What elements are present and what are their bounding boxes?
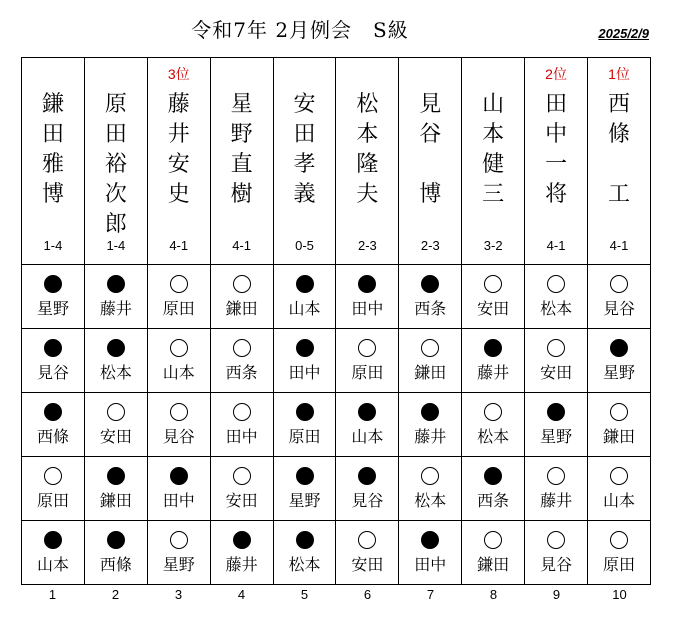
loss-circle-icon (296, 467, 314, 485)
player-name-char: 野 (230, 122, 253, 147)
column-number: 3 (174, 587, 183, 602)
page-title: 令和7年 2月例会 S級 (191, 18, 409, 42)
loss-circle-icon (484, 467, 502, 485)
opponent-name: 田中 (225, 427, 258, 446)
win-circle-icon (170, 275, 188, 293)
player-name-char: 鎌 (41, 92, 64, 117)
loss-circle-icon (358, 403, 376, 421)
win-circle-icon (610, 467, 628, 485)
round-row (22, 265, 651, 329)
game-cell (84, 393, 147, 457)
player-column-header (462, 58, 525, 265)
player-name-char: 藤 (167, 92, 190, 117)
opponent-name: 藤井 (99, 299, 132, 318)
player-name (399, 90, 461, 210)
player-name (274, 90, 336, 210)
game-cell (210, 265, 273, 329)
opponent-name: 原田 (36, 491, 69, 510)
opponent-name: 西条 (414, 299, 447, 318)
loss-circle-icon (421, 531, 439, 549)
player-record: 1-4 (43, 238, 63, 253)
loss-circle-icon (107, 275, 125, 293)
player-record: 2-3 (420, 238, 440, 253)
column-number: 10 (612, 587, 627, 602)
player-record: 4-1 (232, 238, 252, 253)
game-cell (588, 457, 651, 521)
player-name-char: 安 (167, 152, 190, 177)
win-circle-icon (170, 531, 188, 549)
win-circle-icon (44, 467, 62, 485)
win-circle-icon (610, 531, 628, 549)
win-circle-icon (421, 467, 439, 485)
player-rank (274, 64, 336, 82)
player-name-char: 一 (545, 152, 568, 177)
game-cell (462, 521, 525, 585)
game-cell (147, 265, 210, 329)
loss-circle-icon (107, 339, 125, 357)
game-cell (147, 457, 210, 521)
opponent-name: 原田 (351, 363, 384, 382)
opponent-name: 鎌田 (414, 363, 447, 382)
player-rank: 1位 (608, 66, 630, 82)
loss-circle-icon (44, 403, 62, 421)
game-cell (273, 521, 336, 585)
opponent-name: 安田 (477, 299, 510, 318)
game-cell (336, 457, 399, 521)
player-name-char: 井 (167, 122, 190, 147)
player-name-char: 隆 (356, 152, 379, 177)
opponent-name: 見谷 (162, 427, 195, 446)
player-name-char: 谷 (419, 122, 442, 147)
game-cell (84, 457, 147, 521)
player-name-char: 郎 (104, 212, 127, 237)
loss-circle-icon (44, 531, 62, 549)
round-row (22, 521, 651, 585)
player-name-char: 次 (104, 182, 127, 207)
game-cell (273, 329, 336, 393)
game-cell (462, 265, 525, 329)
player-name (148, 90, 210, 210)
game-cell (525, 393, 588, 457)
win-circle-icon (484, 403, 502, 421)
player-rank (211, 64, 273, 82)
player-name-char: 田 (293, 122, 316, 147)
column-number: 2 (111, 587, 120, 602)
loss-circle-icon (296, 275, 314, 293)
win-circle-icon (170, 339, 188, 357)
player-header-row (22, 58, 651, 265)
opponent-name: 山本 (288, 299, 321, 318)
loss-circle-icon (610, 339, 628, 357)
player-name-char: 三 (482, 182, 505, 207)
opponent-name: 松本 (540, 299, 573, 318)
loss-circle-icon (44, 339, 62, 357)
opponent-name: 山本 (603, 491, 636, 510)
player-rank (399, 64, 461, 82)
opponent-name: 見谷 (603, 299, 636, 318)
player-column-header (22, 58, 85, 265)
game-cell (462, 457, 525, 521)
loss-circle-icon (170, 467, 188, 485)
player-rank (336, 64, 398, 82)
player-rank: 3位 (167, 66, 190, 82)
column-number: 4 (237, 587, 246, 602)
player-name (588, 90, 650, 210)
game-cell (147, 521, 210, 585)
win-circle-icon (233, 403, 251, 421)
opponent-name: 田中 (288, 363, 321, 382)
player-name-char: 博 (41, 182, 64, 207)
player-name (462, 90, 524, 210)
player-name-char: 健 (482, 152, 505, 177)
opponent-name: 藤井 (477, 363, 510, 382)
game-cell (147, 393, 210, 457)
player-rank: 2位 (545, 66, 567, 82)
loss-circle-icon (358, 467, 376, 485)
opponent-name: 星野 (162, 555, 195, 574)
player-column-header (336, 58, 399, 265)
opponent-name: 安田 (351, 555, 384, 574)
player-name-char: 樹 (230, 182, 253, 207)
opponent-name: 見谷 (351, 491, 384, 510)
opponent-name: 安田 (540, 363, 573, 382)
player-name-char: 夫 (356, 182, 379, 207)
win-circle-icon (358, 531, 376, 549)
player-record: 0-5 (295, 238, 314, 253)
loss-circle-icon (107, 467, 125, 485)
win-circle-icon (484, 531, 502, 549)
win-circle-icon (107, 403, 125, 421)
round-row (22, 457, 651, 521)
player-column-header (147, 58, 210, 265)
opponent-name: 鎌田 (477, 555, 510, 574)
column-number: 9 (552, 587, 561, 602)
loss-circle-icon (296, 403, 314, 421)
loss-circle-icon (547, 403, 565, 421)
loss-circle-icon (421, 275, 439, 293)
player-name-char: 田 (545, 92, 568, 117)
opponent-name: 西條 (36, 427, 69, 446)
opponent-name: 藤井 (540, 491, 573, 510)
opponent-name: 安田 (99, 427, 132, 446)
game-cell (399, 329, 462, 393)
opponent-name: 星野 (540, 427, 573, 446)
opponent-name: 藤井 (225, 555, 258, 574)
player-name-char: 原 (104, 92, 127, 117)
loss-circle-icon (296, 531, 314, 549)
opponent-name: 鎌田 (225, 299, 258, 318)
opponent-name: 松本 (477, 427, 510, 446)
game-cell (336, 265, 399, 329)
game-cell (22, 329, 85, 393)
game-cell (336, 521, 399, 585)
opponent-name: 松本 (99, 363, 132, 382)
opponent-name: 西條 (99, 555, 132, 574)
opponent-name: 原田 (603, 555, 636, 574)
game-cell (399, 265, 462, 329)
game-cell (462, 393, 525, 457)
player-name (22, 90, 84, 210)
opponent-name: 藤井 (414, 427, 447, 446)
game-cell (22, 457, 85, 521)
event-date: 2025/2/9 (598, 26, 649, 41)
loss-circle-icon (44, 275, 62, 293)
loss-circle-icon (233, 531, 251, 549)
opponent-name: 鎌田 (603, 427, 636, 446)
opponent-name: 原田 (162, 299, 195, 318)
game-cell (84, 329, 147, 393)
player-name-char: 義 (293, 182, 316, 207)
game-cell (399, 521, 462, 585)
game-cell (22, 393, 85, 457)
opponent-name: 星野 (603, 363, 636, 382)
game-cell (210, 457, 273, 521)
win-circle-icon (547, 531, 565, 549)
opponent-name: 見谷 (540, 555, 573, 574)
loss-circle-icon (484, 339, 502, 357)
win-circle-icon (547, 339, 565, 357)
game-cell (399, 457, 462, 521)
game-cell (525, 265, 588, 329)
opponent-name: 安田 (225, 491, 258, 510)
win-circle-icon (233, 467, 251, 485)
player-name (85, 90, 147, 240)
game-cell (22, 521, 85, 585)
player-name-char (399, 150, 461, 180)
player-name-char: 松 (356, 92, 379, 117)
player-name-char: 中 (545, 122, 568, 147)
opponent-name: 星野 (36, 299, 69, 318)
win-circle-icon (421, 339, 439, 357)
column-number: 5 (300, 587, 309, 602)
loss-circle-icon (296, 339, 314, 357)
game-cell (84, 265, 147, 329)
player-name-char: 雅 (41, 152, 64, 177)
opponent-name: 松本 (288, 555, 321, 574)
player-column-header (525, 58, 588, 265)
loss-circle-icon (421, 403, 439, 421)
game-cell (273, 457, 336, 521)
player-name-char: 條 (608, 122, 631, 147)
game-cell (336, 393, 399, 457)
player-name (211, 90, 273, 210)
player-name-char (588, 150, 650, 180)
opponent-name: 見谷 (36, 363, 69, 382)
player-name (336, 90, 398, 210)
game-cell (273, 265, 336, 329)
player-name-char: 史 (167, 182, 190, 207)
opponent-name: 田中 (351, 299, 384, 318)
loss-circle-icon (358, 275, 376, 293)
opponent-name: 山本 (162, 363, 195, 382)
player-rank (462, 64, 524, 82)
win-circle-icon (170, 403, 188, 421)
player-record: 3-2 (483, 238, 503, 253)
game-cell (525, 521, 588, 585)
opponent-name: 星野 (288, 491, 321, 510)
win-circle-icon (484, 275, 502, 293)
opponent-name: 田中 (414, 555, 447, 574)
game-cell (588, 265, 651, 329)
player-name-char: 本 (356, 122, 379, 147)
game-cell (525, 329, 588, 393)
player-name-char: 見 (419, 92, 442, 117)
opponent-name: 西条 (477, 491, 510, 510)
opponent-name: 田中 (162, 491, 195, 510)
player-name-char: 田 (104, 122, 127, 147)
player-name-char: 裕 (104, 152, 127, 177)
player-name-char: 星 (230, 92, 253, 117)
column-number: 8 (489, 587, 498, 602)
player-column-header (273, 58, 336, 265)
game-cell (462, 329, 525, 393)
game-cell (22, 265, 85, 329)
game-cell (399, 393, 462, 457)
column-numbers (21, 587, 651, 602)
player-name-char: 直 (230, 152, 253, 177)
player-record: 2-3 (358, 238, 377, 253)
win-circle-icon (547, 467, 565, 485)
game-cell (525, 457, 588, 521)
column-number: 7 (426, 587, 435, 602)
column-number: 1 (48, 587, 57, 602)
player-name-char: 山 (482, 92, 505, 117)
column-number: 6 (363, 587, 372, 602)
player-column-header (210, 58, 273, 265)
opponent-name: 鎌田 (99, 491, 132, 510)
player-column-header (399, 58, 462, 265)
player-record: 4-1 (169, 238, 189, 253)
player-record: 1-4 (106, 238, 126, 253)
opponent-name: 山本 (351, 427, 384, 446)
loss-circle-icon (107, 531, 125, 549)
opponent-name: 西条 (225, 363, 258, 382)
player-name-char: 西 (608, 92, 631, 117)
results-table (21, 57, 651, 585)
game-cell (210, 521, 273, 585)
game-cell (588, 521, 651, 585)
player-rank (85, 64, 147, 82)
game-cell (273, 393, 336, 457)
player-column-header (84, 58, 147, 265)
player-name-char: 工 (608, 182, 631, 207)
win-circle-icon (610, 403, 628, 421)
round-row (22, 393, 651, 457)
player-name-char: 博 (419, 182, 442, 207)
player-name-char: 本 (482, 122, 505, 147)
player-record: 4-1 (546, 238, 566, 253)
win-circle-icon (233, 339, 251, 357)
opponent-name: 原田 (288, 427, 321, 446)
game-cell (147, 329, 210, 393)
win-circle-icon (547, 275, 565, 293)
win-circle-icon (610, 275, 628, 293)
game-cell (588, 393, 651, 457)
opponent-name: 松本 (414, 491, 447, 510)
player-name-char: 安 (293, 92, 316, 117)
player-name-char: 将 (545, 182, 568, 207)
win-circle-icon (233, 275, 251, 293)
game-cell (588, 329, 651, 393)
player-name (525, 90, 587, 210)
player-name-char: 孝 (293, 152, 316, 177)
opponent-name: 山本 (36, 555, 69, 574)
game-cell (336, 329, 399, 393)
game-cell (210, 329, 273, 393)
game-cell (210, 393, 273, 457)
player-record: 4-1 (609, 238, 629, 253)
game-cell (84, 521, 147, 585)
win-circle-icon (358, 339, 376, 357)
player-name-char: 田 (41, 122, 64, 147)
player-rank (22, 64, 84, 82)
round-row (22, 329, 651, 393)
player-column-header (588, 58, 651, 265)
